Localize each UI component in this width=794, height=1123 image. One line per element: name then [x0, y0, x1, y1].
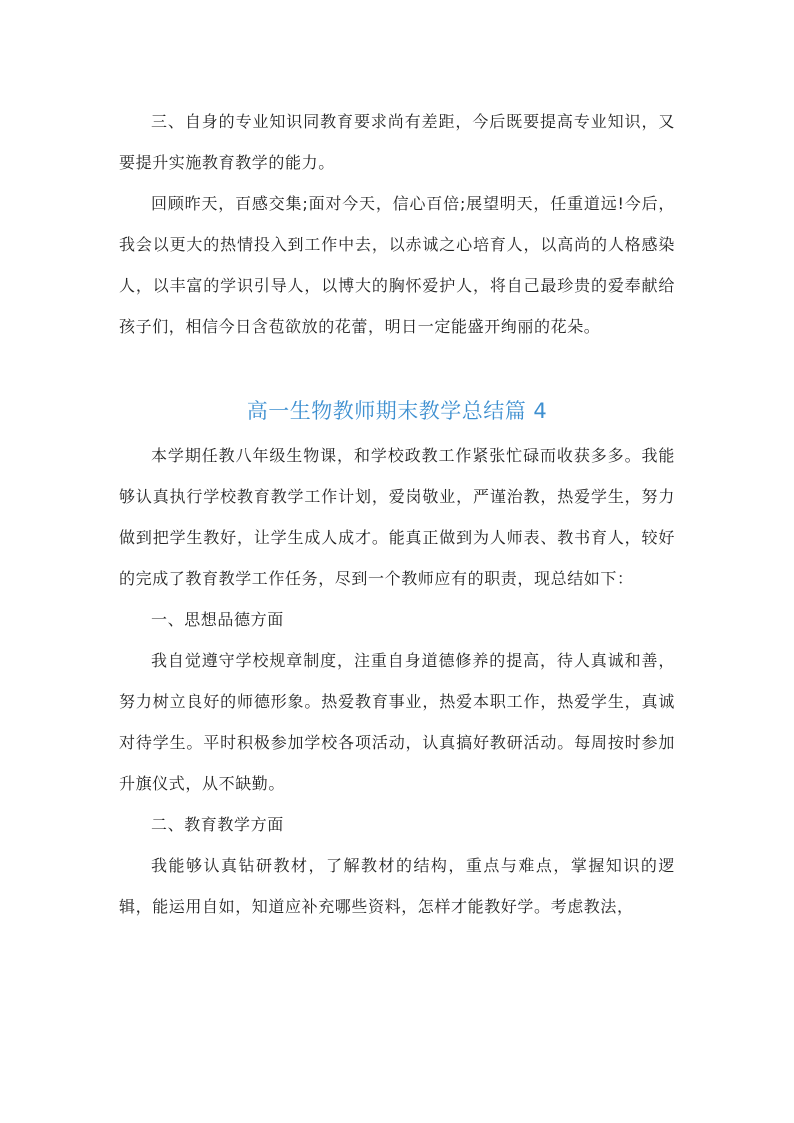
subheading-teaching: 二、教育教学方面: [151, 815, 284, 834]
section-title: 高一生物教师期末教学总结篇 4: [246, 399, 548, 423]
paragraph-moral: 我自觉遵守学校规章制度，注重自身道德修养的提高，待人真诚和善，努力树立良好的师德形象。热爱教育事业，热爱本职工作，热爱学生，真诚对待学生。平时积极参加学校各项活动，认真搞好教研活动。每周按时参加升旗仪式，从不缺勤。: [119, 651, 675, 793]
summary-section: [119, 435, 675, 927]
paragraph-reflection: 回顾昨天，百感交集;面对今天，信心百倍;展望明天，任重道远!今后，我会以更大的热情投入到工作中去，以赤诚之心培育人，以高尚的人格感染人，以丰富的学识引导人，以博大的胸怀爱护人，将自己最珍贵的爱奉献给孩子们，相信今日含苞欲放的花蕾，明日一定能盛开绚丽的花朵。: [119, 194, 675, 336]
paragraph-overview: 本学期任教八年级生物课，和学校政教工作紧张忙碌而收获多多。我能够认真执行学校教育教学工作计划，爱岗敬业，严谨治教，热爱学生，努力做到把学生教好，让学生成人成才。能真正做到为人师表、教书育人，较好的完成了教育教学工作任务，尽到一个教师应有的职责，现总结如下：: [119, 446, 675, 588]
subheading-moral: 一、思想品德方面: [151, 610, 284, 629]
intro-section: [119, 101, 675, 347]
paragraph-teaching: 我能够认真钻研教材，了解教材的结构，重点与难点，掌握知识的逻辑，能运用自如，知道应补充哪些资料，怎样才能教好学。考虑教法，: [119, 856, 675, 916]
paragraph-professional-gap: 三、自身的专业知识同教育要求尚有差距，今后既要提高专业知识，又要提升实施教育教学的能力。: [119, 112, 675, 172]
